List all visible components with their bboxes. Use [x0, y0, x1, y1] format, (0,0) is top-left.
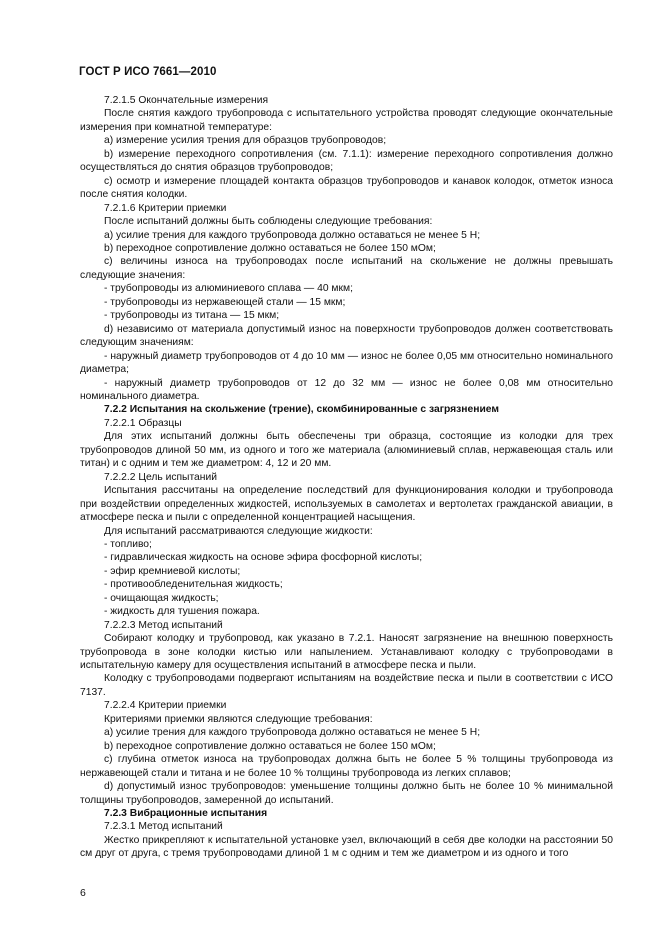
paragraph: 7.2.3.1 Метод испытаний	[104, 821, 223, 833]
paragraph: b) переходное сопротивление должно оставаться не более 150 мОм;	[104, 242, 436, 254]
paragraph: с) величины износа на трубопроводах после испытаний на скольжение не должны превышать следующие значения:	[80, 256, 613, 281]
paragraph: а) измерение усилия трения для образцов трубопроводов;	[104, 135, 387, 147]
paragraph: 7.2.2.3 Метод испытаний	[104, 619, 223, 631]
paragraph: d) допустимый износ трубопроводов: уменьшение толщины должно быть не более 10 % минимальной толщины трубопроводов, замеренной до испытаний.	[80, 781, 613, 806]
paragraph: 7.2.1.5 Окончательные измерения	[104, 95, 269, 106]
paragraph: b) измерение переходного сопротивления (см. 7.1.1): измерение переходного сопротивления должно осуществляться до снятия образцов трубопроводов;	[80, 148, 613, 174]
document-body	[80, 94, 613, 861]
list-item: - жидкость для тушения пожара.	[104, 606, 260, 618]
paragraph: 7.2.2.2 Цель испытаний	[104, 471, 217, 483]
paragraph: с) глубина отметок износа на трубопроводах должна быть не более 5 % толщины трубопровода из нержавеющей стали и титана и не более 10 % толщины трубопровода из легких сплавов;	[80, 754, 613, 779]
paragraph: а) усилие трения для каждого трубопровода должно оставаться не менее 5 Н;	[104, 229, 481, 241]
section-heading: 7.2.3 Вибрационные испытания	[104, 808, 268, 820]
list-item: - трубопроводы из нержавеющей стали — 15 мкм;	[104, 296, 346, 308]
list-item: - трубопроводы из алюминиевого сплава — 40 мкм;	[104, 283, 353, 295]
list-item: - трубопроводы из титана — 15 мкм;	[104, 310, 280, 322]
list-item: - топливо;	[104, 538, 152, 550]
paragraph: b) переходное сопротивление должно оставаться не более 150 мОм;	[104, 740, 436, 752]
paragraph: 7.2.2.1 Образцы	[104, 417, 182, 429]
paragraph: 7.2.2.4 Критерии приемки	[104, 700, 227, 712]
list-item: - очищающая жидкость;	[104, 592, 219, 604]
paragraph: с) осмотр и измерение площадей контакта образцов трубопроводов и канавок колодок, отметок износа после снятия колодки.	[80, 175, 613, 201]
paragraph: Испытания рассчитаны на определение последствий для функционирования колодки и трубопровода при воздействии определенных жидкостей, используемых в самолетах и вертолетах гражданской авиации, в атмосфере песка и пыли с определенной концентрацией насыщения.	[80, 485, 613, 524]
section-heading: 7.2.2 Испытания на скольжение (трение), скомбинированные с загрязнением	[104, 404, 499, 416]
list-item: - наружный диаметр трубопроводов от 4 до 10 мм — износ не более 0,05 мм относительно номинального диаметра;	[80, 350, 613, 376]
list-item: - наружный диаметр трубопроводов от 12 до 32 мм — износ не более 0,08 мм относительно номинального диаметра.	[80, 377, 613, 402]
paragraph: d) независимо от материала допустимый износ на поверхности трубопроводов должен соответствовать следующим значениям:	[80, 323, 613, 349]
paragraph: а) усилие трения для каждого трубопровода должно оставаться не менее 5 Н;	[104, 727, 481, 739]
paragraph: После испытаний должны быть соблюдены следующие требования:	[104, 216, 433, 228]
page-number: 6	[80, 887, 86, 899]
list-item: - эфир кремниевой кислоты;	[104, 565, 241, 577]
paragraph: Жестко прикрепляют к испытательной установке узел, включающий в себя две колодки на расстоянии 50 см друг от друга, с тремя трубопроводами длиной 1 м с одним и тем же диаметром и из одного и того	[80, 834, 613, 860]
paragraph: Для испытаний рассматриваются следующие жидкости:	[104, 525, 373, 537]
list-item: - гидравлическая жидкость на основе эфира фосфорной кислоты;	[104, 552, 423, 564]
paragraph: Собирают колодку и трубопровод, как указано в 7.2.1. Наносят загрязнение на внешнюю поверхность трубопровода в зоне колодки кистью или напылением. Устанавливают колодку с трубопроводами в испытательную камеру для осуществления испытаний в атмосфере песка и пыли.	[80, 633, 613, 672]
paragraph: Критериями приемки являются следующие требования:	[104, 713, 373, 725]
paragraph: После снятия каждого трубопровода с испытательного устройства проводят следующие окончательные измерения при комнатной температуре:	[80, 108, 613, 133]
paragraph: Для этих испытаний должны быть обеспечены три образца, состоящие из колодки для трех трубопроводов длиной 50 мм, из одного и того же материала (алюминиевый сплав, нержавеющая сталь или титан) и с одним и тем же диаметром: 4, 12 и 20 мм.	[80, 431, 613, 470]
document-header: ГОСТ Р ИСО 7661—2010	[79, 66, 217, 78]
paragraph: Колодку с трубопроводами подвергают испытаниям на воздействие песка и пыли в соответствии с ИСО 7137.	[80, 673, 613, 698]
paragraph: 7.2.1.6 Критерии приемки	[104, 202, 227, 214]
list-item: - противообледенительная жидкость;	[104, 579, 283, 591]
